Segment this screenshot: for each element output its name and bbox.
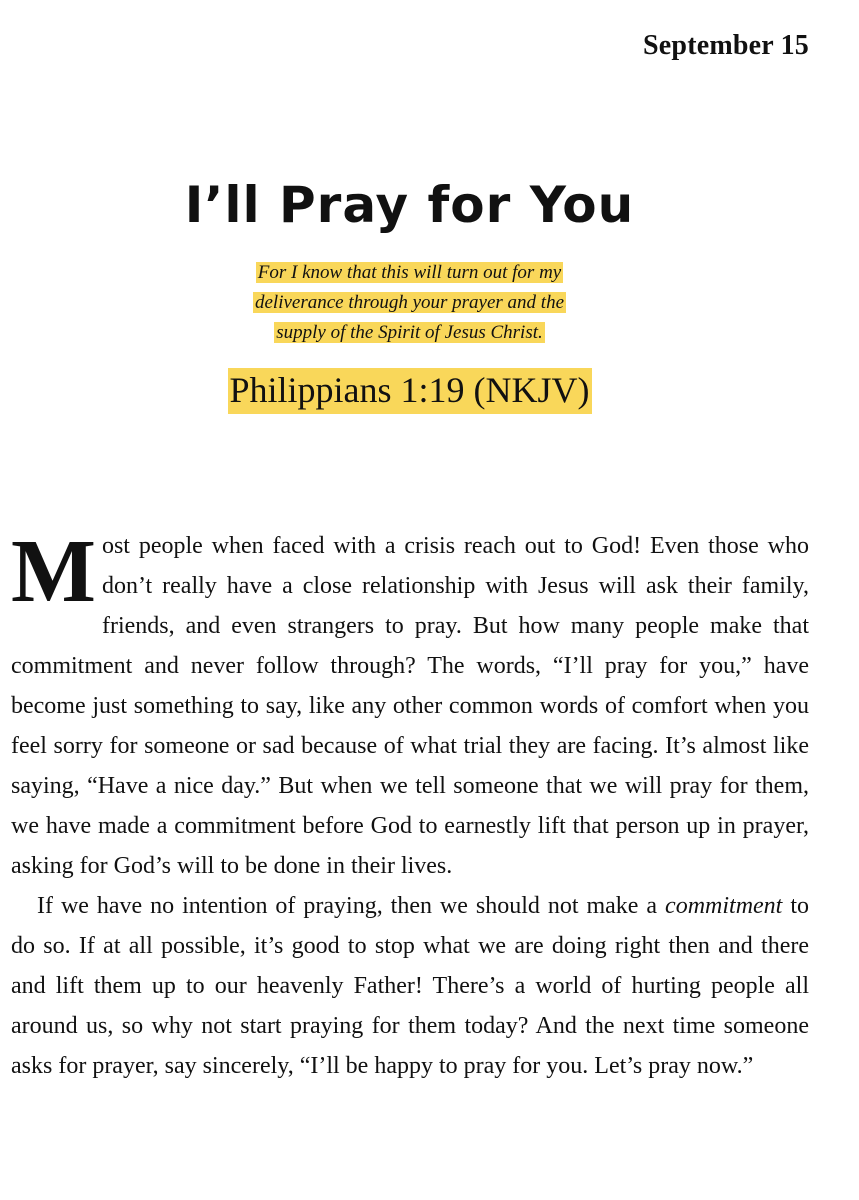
paragraph-text-after: to do so. If at all possible, it’s good to stop what we are doing right then and there and lift them up to our heavenly Father! There’s a world of hurting people all around us, so why not start praying for them today? And the next time someone asks for prayer, say sincerely, “I’ll be happy to pray for you. Let’s pray now.” bbox=[11, 893, 809, 1079]
devotional-body bbox=[11, 522, 809, 1086]
paragraph-text-before: If we have no intention of praying, then we should not make a bbox=[37, 893, 666, 919]
verse-line bbox=[0, 288, 819, 318]
verse-line-text: deliverance through your prayer and the bbox=[254, 292, 565, 313]
body-paragraph bbox=[11, 886, 809, 1086]
verse-line bbox=[0, 318, 819, 348]
scripture-reference-text: Philippians 1:19 (NKJV) bbox=[228, 368, 592, 414]
scripture-reference bbox=[0, 366, 819, 414]
page-title: I’ll Pray for You bbox=[184, 176, 635, 234]
paragraph-text: ost people when faced with a crisis reach out to God! Even those who don’t really have a close relationship with Jesus will ask their family, friends, and even strangers to pray. But how many people make that commitment and never follow through? The words, “I’ll pray for you,” have become just something to say, like any other common words of comfort when you feel sorry for someone or sad because of what trial they are facing. It’s almost like saying, “Have a nice day.” But when we tell someone that we will pray for them, we have made a commitment before God to earnestly lift that person up in prayer, asking for God’s will to be done in their lives. bbox=[11, 533, 809, 879]
body-paragraph bbox=[11, 522, 809, 886]
verse-line bbox=[0, 258, 819, 288]
verse-line-text: supply of the Spirit of Jesus Christ. bbox=[276, 322, 543, 343]
drop-cap: M bbox=[11, 522, 96, 621]
scripture-verse bbox=[0, 258, 819, 348]
verse-line-text: For I know that this will turn out for my bbox=[257, 262, 562, 283]
emphasized-word: commitment bbox=[665, 893, 783, 919]
page-date: September 15 bbox=[643, 30, 809, 61]
